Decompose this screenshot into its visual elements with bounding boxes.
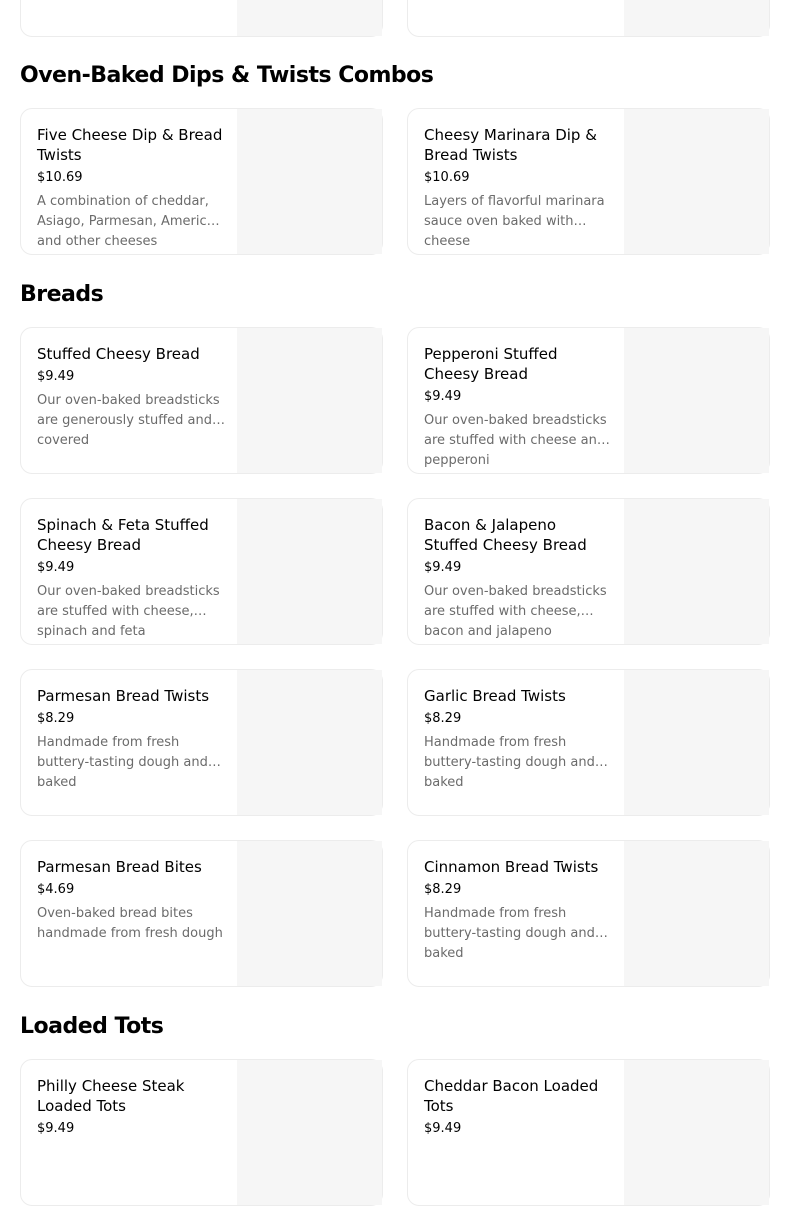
menu-item-bacon-jalapeno-stuffed-cheesy-bread[interactable] xyxy=(407,498,770,645)
item-price: $10.69 xyxy=(424,170,470,185)
item-description: Oven-baked bread bites handmade from fresh dough xyxy=(37,906,223,941)
item-name: Parmesan Bread Bites xyxy=(37,858,202,876)
item-price: $9.49 xyxy=(424,389,462,404)
item-description: A combination of cheddar, Asiago, Parmesan, American and other cheeses xyxy=(37,194,223,249)
item-description: Layers of flavorful marinara sauce oven baked with cheese xyxy=(424,194,605,249)
menu-item-card[interactable] xyxy=(20,0,383,37)
menu-item-card[interactable] xyxy=(407,0,770,37)
item-description: Handmade from fresh buttery-tasting dough and baked xyxy=(424,906,595,961)
section-title-breads: Breads xyxy=(20,282,104,307)
menu-item-spinach-feta-stuffed-cheesy-bread[interactable] xyxy=(20,498,383,645)
item-image xyxy=(624,841,769,986)
item-price: $9.49 xyxy=(424,1121,462,1136)
item-image xyxy=(624,0,769,36)
item-image xyxy=(624,328,769,473)
item-price: $9.49 xyxy=(37,560,75,575)
item-price: $8.29 xyxy=(424,882,462,897)
menu-item-parmesan-bread-twists[interactable] xyxy=(20,669,383,816)
item-price: $9.49 xyxy=(37,1121,75,1136)
menu-item-parmesan-bread-bites[interactable] xyxy=(20,840,383,987)
menu-item-cheesy-marinara-dip[interactable] xyxy=(407,108,770,255)
item-name: Parmesan Bread Twists xyxy=(37,687,210,705)
item-image xyxy=(624,1060,769,1205)
item-price: $8.29 xyxy=(37,711,75,726)
item-name: Philly Cheese Steak Loaded Tots xyxy=(37,1077,185,1115)
item-name: Bacon & Jalapeno Stuffed Cheesy Bread xyxy=(424,516,587,554)
item-image xyxy=(237,0,382,36)
item-image xyxy=(237,499,382,644)
section-title-loaded-tots: Loaded Tots xyxy=(20,1014,164,1039)
item-price: $4.69 xyxy=(37,882,75,897)
item-name: Cinnamon Bread Twists xyxy=(424,858,599,876)
section-title-dips: Oven-Baked Dips & Twists Combos xyxy=(20,63,434,88)
menu-item-garlic-bread-twists[interactable] xyxy=(407,669,770,816)
item-price: $10.69 xyxy=(37,170,83,185)
item-image xyxy=(237,109,382,254)
item-name: Cheddar Bacon Loaded Tots xyxy=(424,1077,599,1115)
menu-item-five-cheese-dip[interactable] xyxy=(20,108,383,255)
item-image xyxy=(624,109,769,254)
item-description: Handmade from fresh buttery-tasting dough and baked xyxy=(424,735,595,790)
item-image xyxy=(237,1060,382,1205)
item-image xyxy=(237,670,382,815)
item-name: Cheesy Marinara Dip & Bread Twists xyxy=(424,126,597,164)
item-description: Handmade from fresh buttery-tasting dough and baked xyxy=(37,735,208,790)
menu-item-stuffed-cheesy-bread[interactable] xyxy=(20,327,383,474)
item-image xyxy=(237,328,382,473)
item-name: Garlic Bread Twists xyxy=(424,687,566,705)
item-price: $9.49 xyxy=(424,560,462,575)
item-name: Pepperoni Stuffed Cheesy Bread xyxy=(424,345,558,383)
item-name: Five Cheese Dip & Bread Twists xyxy=(37,126,223,164)
menu-item-cheddar-bacon-loaded-tots[interactable] xyxy=(407,1059,770,1206)
item-image xyxy=(624,499,769,644)
item-description: Our oven-baked breadsticks are stuffed with cheese, bacon and jalapeno xyxy=(424,584,607,639)
menu-item-pepperoni-stuffed-cheesy-bread[interactable] xyxy=(407,327,770,474)
menu-item-cinnamon-bread-twists[interactable] xyxy=(407,840,770,987)
item-description: Our oven-baked breadsticks are stuffed with cheese and pepperoni xyxy=(424,413,607,468)
item-name: Spinach & Feta Stuffed Cheesy Bread xyxy=(37,516,209,554)
item-name: Stuffed Cheesy Bread xyxy=(37,345,200,363)
item-price: $9.49 xyxy=(37,369,75,384)
item-description: Our oven-baked breadsticks are stuffed with cheese, spinach and feta xyxy=(37,584,220,639)
item-description: Our oven-baked breadsticks are generously stuffed and covered xyxy=(37,393,220,448)
item-price: $8.29 xyxy=(424,711,462,726)
menu-item-philly-cheese-steak-loaded-tots[interactable] xyxy=(20,1059,383,1206)
item-image xyxy=(237,841,382,986)
item-image xyxy=(624,670,769,815)
